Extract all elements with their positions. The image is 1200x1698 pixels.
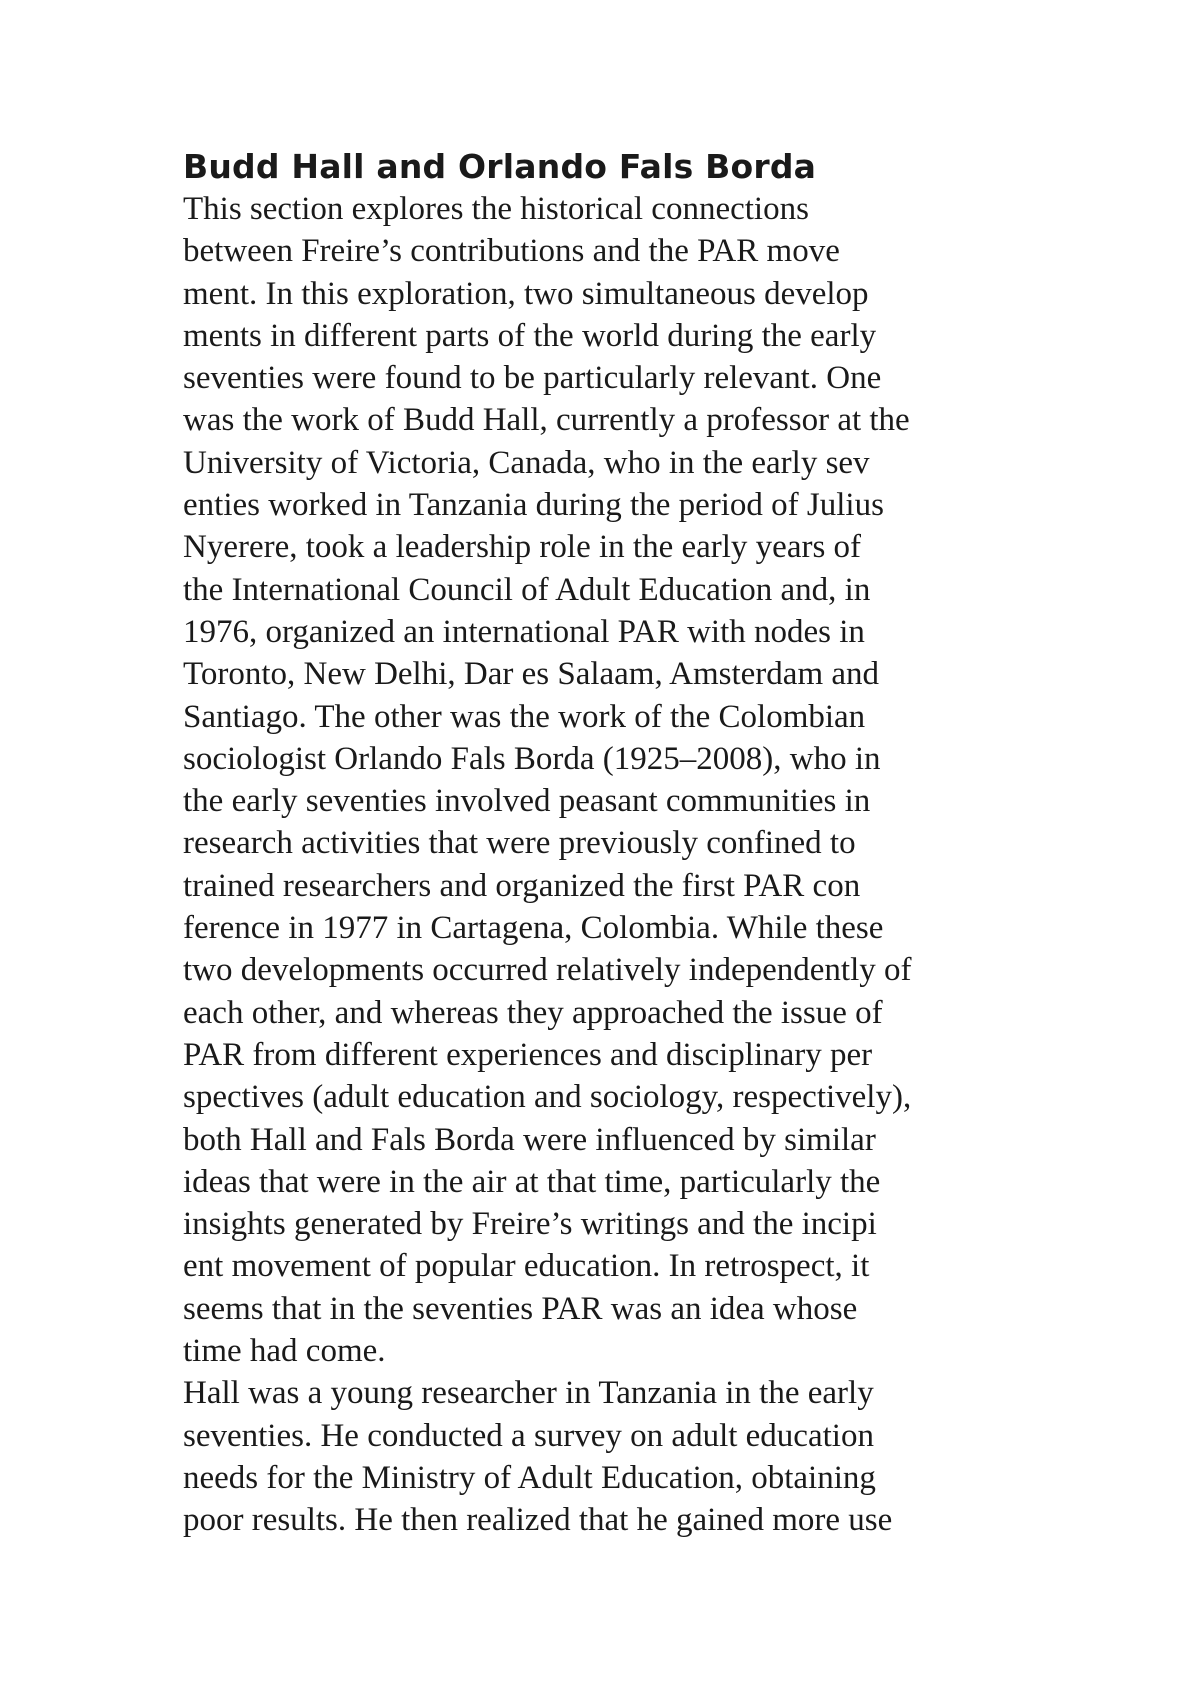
text-line: needs for the Ministry of Adult Education, obtaining — [183, 1459, 876, 1496]
text-line: the International Council of Adult Education and, in — [183, 571, 871, 608]
text-line: ent movement of popular education. In retrospect, it — [183, 1248, 870, 1285]
text-line: seventies were found to be particularly relevant. One — [183, 360, 882, 397]
text-line: 1976, organized an international PAR with nodes in — [183, 613, 865, 650]
text-line: Hall was a young researcher in Tanzania in the early — [183, 1375, 874, 1412]
text-line: enties worked in Tanzania during the period of Julius — [183, 487, 884, 524]
text-line: Santiago. The other was the work of the Colombian — [183, 698, 866, 735]
text-line: University of Victoria, Canada, who in the early sev — [183, 444, 870, 481]
text-line: seems that in the seventies PAR was an idea whose — [183, 1290, 858, 1327]
text-line: This section explores the historical connections — [183, 191, 809, 227]
text-line: Nyerere, took a leadership role in the early years of — [183, 529, 862, 566]
section-heading: Budd Hall and Orlando Fals Borda — [183, 147, 817, 186]
paragraph-1 — [183, 188, 1013, 1372]
text-line: the early seventies involved peasant communities in — [183, 783, 871, 820]
text-line: poor results. He then realized that he gained more use — [183, 1502, 893, 1539]
text-line: PAR from different experiences and disciplinary per — [183, 1036, 873, 1073]
text-line: ideas that were in the air at that time, particularly the — [183, 1163, 881, 1200]
text-line: sociologist Orlando Fals Borda (1925–2008), who in — [183, 740, 881, 777]
text-line: insights generated by Freire’s writings and the incipi — [183, 1206, 877, 1243]
text-line: was the work of Budd Hall, currently a professor at the — [183, 402, 910, 439]
paragraph-2 — [183, 1372, 1013, 1541]
text-line: both Hall and Fals Borda were influenced by similar — [183, 1121, 876, 1158]
text-line: ments in different parts of the world during the early — [183, 317, 877, 354]
text-line: ment. In this exploration, two simultaneous develop — [183, 275, 869, 312]
text-line: two developments occurred relatively independently of — [183, 952, 912, 989]
section-content — [183, 146, 1013, 1542]
text-line: between Freire’s contributions and the PAR move — [183, 233, 840, 270]
text-line: each other, and whereas they approached the issue of — [183, 994, 883, 1031]
text-line: ference in 1977 in Cartagena, Colombia. While these — [183, 910, 884, 947]
text-line: seventies. He conducted a survey on adult education — [183, 1417, 874, 1454]
text-line: spectives (adult education and sociology, respectively), — [183, 1079, 912, 1116]
text-line: Toronto, New Delhi, Dar es Salaam, Amsterdam and — [183, 656, 880, 693]
text-line: time had come. — [183, 1333, 386, 1370]
text-line: research activities that were previously confined to — [183, 825, 856, 862]
text-line: trained researchers and organized the first PAR con — [183, 867, 861, 904]
